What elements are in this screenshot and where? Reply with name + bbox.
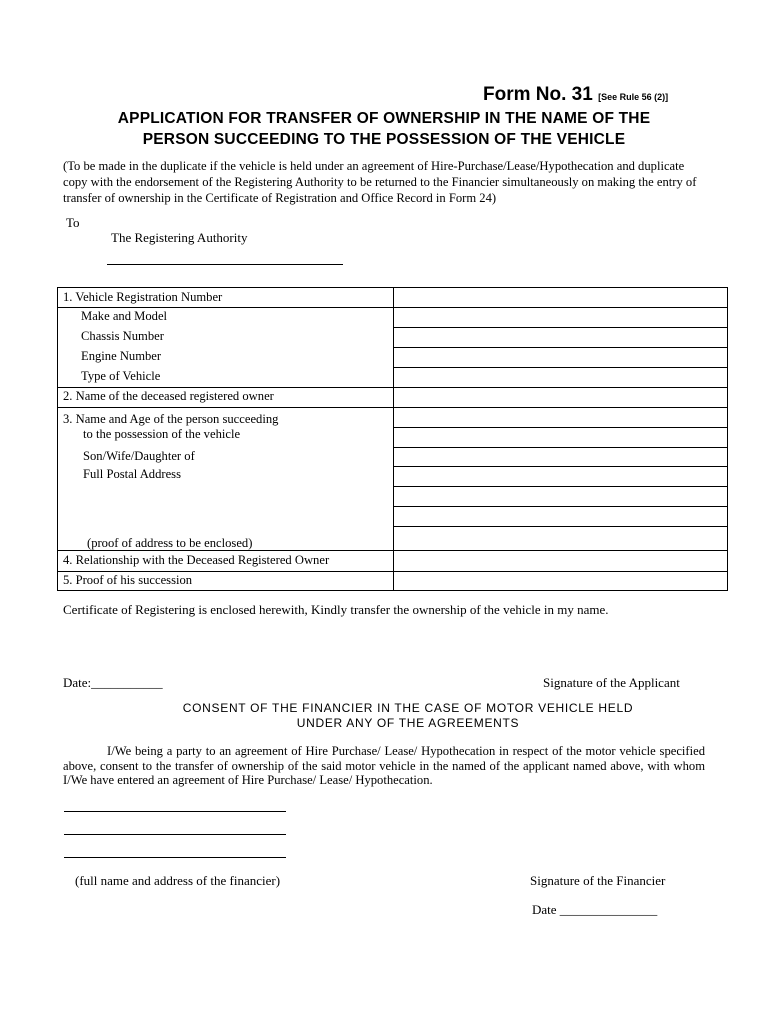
value-row-divider <box>393 526 727 527</box>
to-label: To <box>66 215 80 230</box>
consent-heading <box>100 701 716 731</box>
consent-heading-line-2: UNDER ANY OF THE AGREEMENTS <box>296 716 520 730</box>
value-row-divider <box>393 486 727 487</box>
label-chassis-number: Chassis Number <box>81 329 164 343</box>
label-successor-possession: to the possession of the vehicle <box>83 427 241 441</box>
registering-authority: The Registering Authority <box>111 230 248 245</box>
consent-paragraph: I/We being a party to an agreement of Hire Purchase/ Lease/ Hypothecation in respect of the motor vehicle specified above, consent to the transfer of ownership of the said motor vehicle in the named of the applicant named above, with whom I/We have entered an agreement of Hire Purchase/ Lease/ Hypothecation. <box>63 744 705 787</box>
row-divider <box>58 571 727 572</box>
financier-line-3 <box>64 857 286 858</box>
value-row-divider <box>393 347 727 348</box>
label-vehicle-type: Type of Vehicle <box>81 369 161 383</box>
intro-instructions: (To be made in the duplicate if the vehicle is held under an agreement of Hire-Purchase/Lease/Hypothecation and duplicate copy with the endorsement of the Registering Authority to be returned to the Financier simultaneously on making the entry of transfer of ownership in the Certificate of Registration and Office Record in Form 24) <box>63 159 697 205</box>
applicant-date: Date:___________ <box>63 675 163 690</box>
applicant-signature-label: Signature of the Applicant <box>543 675 680 690</box>
label-engine-number: Engine Number <box>81 349 162 363</box>
financier-signature-label: Signature of the Financier <box>530 873 666 888</box>
label-deceased-owner: 2. Name of the deceased registered owner <box>63 389 274 403</box>
label-make-model: Make and Model <box>81 309 168 323</box>
label-successor-name-age: 3. Name and Age of the person succeeding <box>63 412 279 426</box>
financier-line-2 <box>64 834 286 835</box>
row-divider <box>58 307 727 308</box>
certificate-statement: Certificate of Registering is enclosed herewith, Kindly transfer the ownership of the vehicle in my name. <box>63 602 609 617</box>
title-line-2: PERSON SUCCEEDING TO THE POSSESSION OF THE VEHICLE <box>142 131 626 148</box>
form-number <box>483 84 668 106</box>
label-proof-of-succession: 5. Proof of his succession <box>63 573 193 587</box>
label-relation: Son/Wife/Daughter of <box>83 449 195 463</box>
label-vehicle-registration: 1. Vehicle Registration Number <box>63 290 223 304</box>
label-postal-address: Full Postal Address <box>83 467 181 481</box>
row-divider <box>58 387 727 388</box>
form-number-text: Form No. 31 <box>483 84 593 105</box>
value-row-divider <box>393 506 727 507</box>
vehicle-details-table <box>57 287 728 591</box>
financier-name-address-label: (full name and address of the financier) <box>75 873 281 888</box>
consent-heading-line-1: CONSENT OF THE FINANCIER IN THE CASE OF MOTOR VEHICLE HELD <box>182 701 634 715</box>
label-relationship: 4. Relationship with the Deceased Registered Owner <box>63 553 330 567</box>
financier-date: Date _______________ <box>532 902 658 917</box>
value-row-divider <box>393 327 727 328</box>
value-row-divider <box>393 466 727 467</box>
page-title <box>40 108 728 150</box>
form-rule-reference: [See Rule 56 (2)] <box>598 92 669 102</box>
label-proof-of-address: (proof of address to be enclosed) <box>87 536 253 550</box>
financier-line-1 <box>64 811 286 812</box>
authority-signature-line <box>107 264 343 265</box>
value-row-divider <box>393 427 727 428</box>
value-row-divider <box>393 367 727 368</box>
row-divider <box>58 407 727 408</box>
table-column-divider <box>393 288 394 590</box>
title-line-1: APPLICATION FOR TRANSFER OF OWNERSHIP IN THE NAME OF THE <box>117 110 651 127</box>
value-row-divider <box>393 447 727 448</box>
